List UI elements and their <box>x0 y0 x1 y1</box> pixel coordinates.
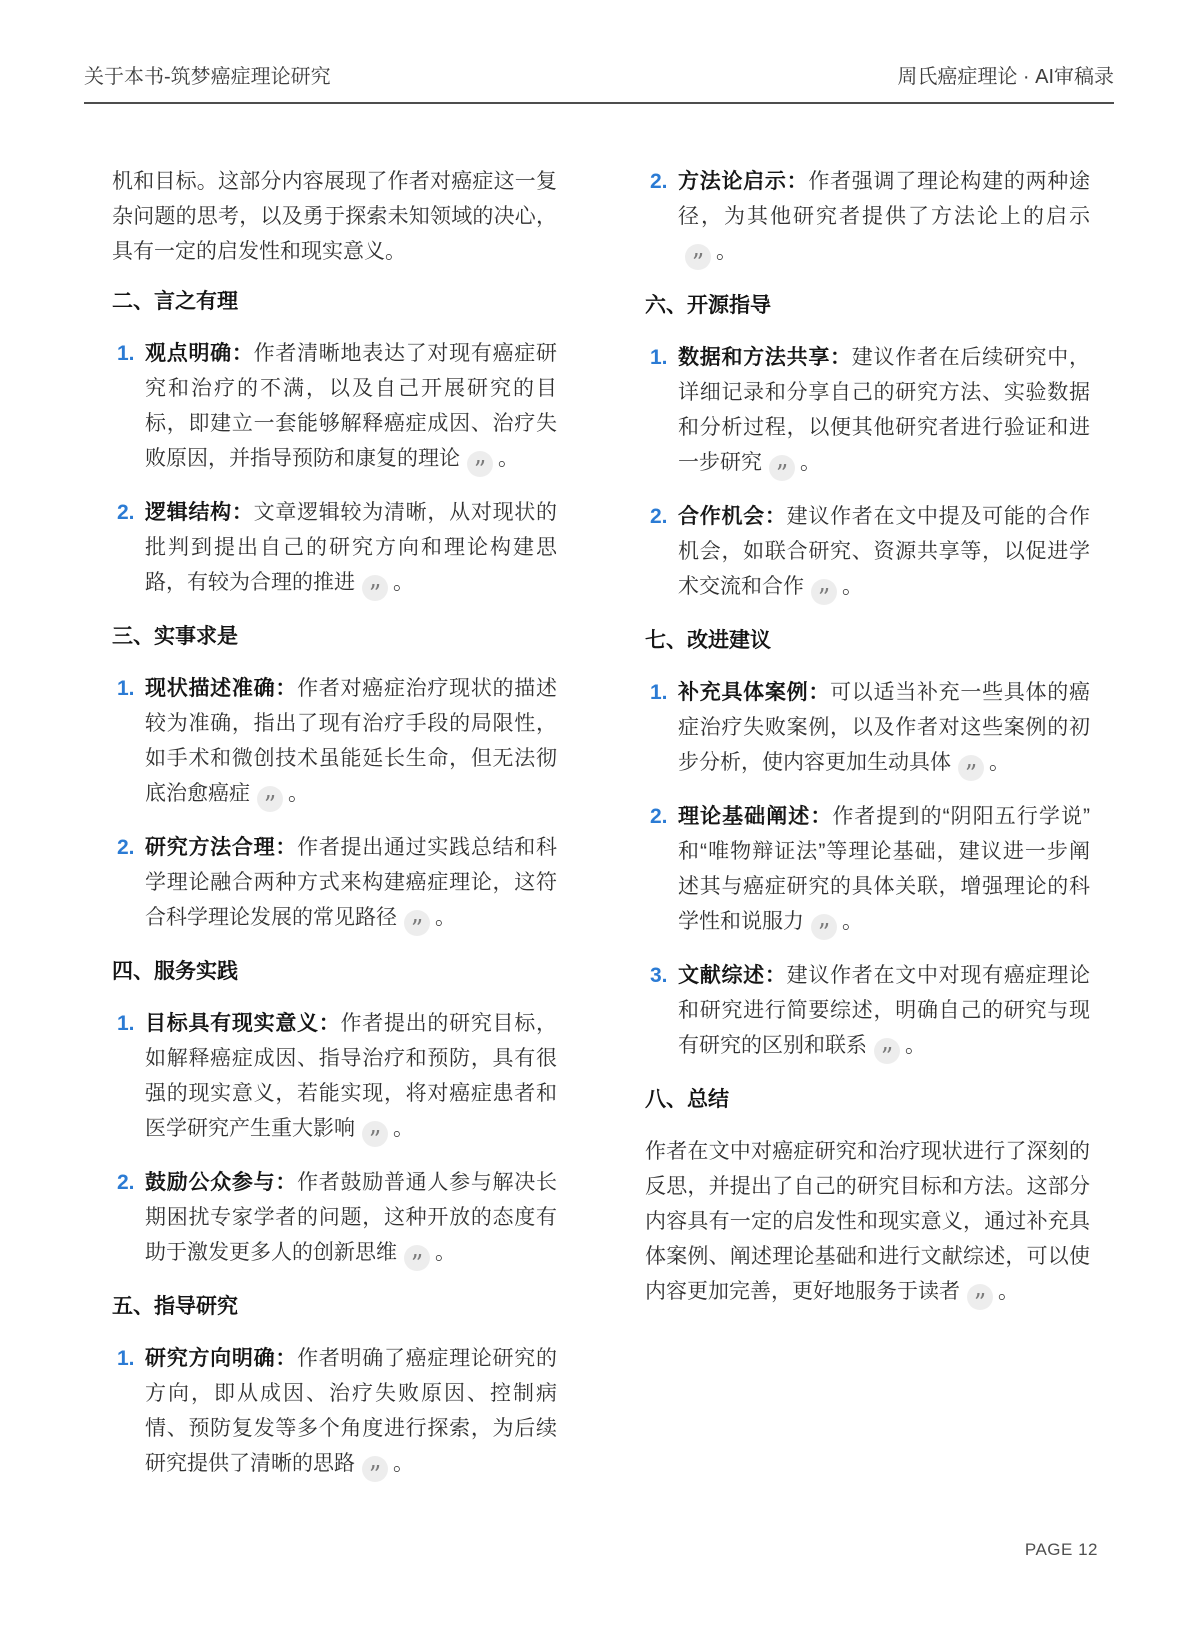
review-item <box>645 499 1090 605</box>
item-number: 2. <box>650 505 668 528</box>
item-label: 合作机会： <box>678 505 787 528</box>
item-suffix: 。 <box>498 447 519 470</box>
item-content <box>678 675 1090 781</box>
item-content <box>145 830 557 936</box>
item-text: 建议作者在文中对现有癌症理论和研究进行简要综述，明确自己的研究与现有研究的区别和联系 <box>678 964 1091 1057</box>
review-item <box>645 675 1090 781</box>
review-item <box>112 671 557 812</box>
item-suffix: 。 <box>435 1241 456 1264</box>
page-header <box>84 64 1114 104</box>
item-number: 2. <box>117 1171 135 1194</box>
item-label: 鼓励公众参与： <box>145 1171 298 1194</box>
item-text: 建议作者在文中提及可能的合作机会，如联合研究、资源共享等，以促进学术交流和合作 <box>678 505 1091 598</box>
quote-icon[interactable] <box>404 1245 430 1271</box>
quote-icon[interactable] <box>811 914 837 940</box>
item-content <box>145 1341 557 1482</box>
review-item <box>645 340 1090 481</box>
item-content <box>678 340 1090 481</box>
quote-glyph: ” <box>691 249 705 270</box>
summary-suffix: 。 <box>998 1280 1019 1303</box>
section-heading-6: 六、开源指导 <box>645 294 771 317</box>
document-body <box>112 164 1090 1500</box>
quote-icon[interactable] <box>685 244 711 270</box>
item-text: 作者鼓励普通人参与解决长期困扰专家学者的问题，这种开放的态度有助于激发更多人的创新思维 <box>145 1171 558 1264</box>
item-content <box>678 799 1090 940</box>
quote-glyph: ” <box>368 580 382 601</box>
item-suffix: 。 <box>288 782 309 805</box>
quote-icon[interactable] <box>967 1284 993 1310</box>
item-label: 目标具有现实意义： <box>145 1012 341 1035</box>
review-item <box>112 336 557 477</box>
item-suffix: 。 <box>393 571 414 594</box>
item-label: 数据和方法共享： <box>678 346 852 369</box>
section-heading-5: 五、指导研究 <box>112 1295 238 1318</box>
item-label: 方法论启示： <box>678 170 809 193</box>
item-label: 逻辑结构： <box>145 501 254 524</box>
item-number: 1. <box>650 346 668 369</box>
review-item <box>645 958 1090 1064</box>
item-number: 1. <box>117 677 135 700</box>
header-right-title: 周氏癌症理论 · AI审稿录 <box>897 66 1114 88</box>
item-suffix: 。 <box>842 575 863 598</box>
item-text: 作者提到的“阴阳五行学说”和“唯物辩证法”等理论基础，建议进一步阐述其与癌症研究的具体关联，增强理论的科学性和说服力 <box>678 805 1090 933</box>
item-label: 补充具体案例： <box>678 681 831 704</box>
quote-glyph: ” <box>263 791 277 812</box>
item-suffix: 。 <box>800 451 821 474</box>
item-content <box>145 495 557 601</box>
item-number: 2. <box>650 805 668 828</box>
quote-glyph: ” <box>973 1289 987 1310</box>
item-content <box>678 958 1090 1064</box>
quote-icon[interactable] <box>257 786 283 812</box>
item-text: 文章逻辑较为清晰，从对现状的批判到提出自己的研究方向和理论构建思路，有较为合理的推进 <box>145 501 558 594</box>
review-item <box>112 1341 557 1482</box>
quote-glyph: ” <box>817 919 831 940</box>
quote-icon[interactable] <box>811 579 837 605</box>
item-label: 观点明确： <box>145 342 254 365</box>
item-number: 1. <box>650 681 668 704</box>
quote-icon[interactable] <box>467 451 493 477</box>
quote-icon[interactable] <box>362 1121 388 1147</box>
item-text: 作者对癌症治疗现状的描述较为准确，指出了现有治疗手段的局限性，如手术和微创技术虽能延长生命，但无法彻底治愈癌症 <box>145 677 558 805</box>
summary-text: 作者在文中对癌症研究和治疗现状进行了深刻的反思，并提出了自己的研究目标和方法。这部分内容具有一定的启发性和现实意义，通过补充具体案例、阐述理论基础和进行文献综述，可以使内容更加完善，更好地服务于读者 <box>645 1140 1090 1303</box>
item-suffix: 。 <box>842 910 863 933</box>
item-suffix: 。 <box>716 240 737 263</box>
item-number: 1. <box>117 1012 135 1035</box>
item-number: 2. <box>650 170 668 193</box>
quote-glyph: ” <box>368 1461 382 1482</box>
item-text: 作者强调了理论构建的两种途径，为其他研究者提供了方法论上的启示 <box>678 170 1091 228</box>
item-text: 作者清晰地表达了对现有癌症研究和治疗的不满，以及自己开展研究的目标，即建立一套能够解释癌症成因、治疗失败原因，并指导预防和康复的理论 <box>145 342 558 470</box>
item-label: 理论基础阐述： <box>678 805 833 828</box>
item-text: 作者提出通过实践总结和科学理论融合两种方式来构建癌症理论，这符合科学理论发展的常见路径 <box>145 836 558 929</box>
item-content <box>145 336 557 477</box>
item-number: 3. <box>650 964 668 987</box>
quote-icon[interactable] <box>958 755 984 781</box>
page-number: PAGE 12 <box>1024 1540 1098 1559</box>
section-heading-3: 三、实事求是 <box>112 625 238 648</box>
right-column <box>645 164 1090 1500</box>
quote-icon[interactable] <box>362 575 388 601</box>
item-suffix: 。 <box>989 751 1010 774</box>
item-text: 建议作者在后续研究中，详细记录和分享自己的研究方法、实验数据和分析过程，以便其他研究者进行验证和进一步研究 <box>678 346 1091 474</box>
item-label: 研究方法合理： <box>145 836 298 859</box>
item-text: 作者提出的研究目标，如解释癌症成因、指导治疗和预防，具有很强的现实意义，若能实现，将对癌症患者和医学研究产生重大影响 <box>145 1012 557 1140</box>
section-heading-7: 七、改进建议 <box>645 629 771 652</box>
item-number: 1. <box>117 1347 135 1370</box>
section-heading-4: 四、服务实践 <box>112 960 238 983</box>
quote-icon[interactable] <box>362 1456 388 1482</box>
quote-icon[interactable] <box>874 1038 900 1064</box>
review-item <box>112 1006 557 1147</box>
quote-glyph: ” <box>880 1043 894 1064</box>
item-content <box>145 1165 557 1271</box>
item-content <box>145 671 557 812</box>
summary-paragraph <box>645 1134 1090 1310</box>
item-suffix: 。 <box>905 1034 926 1057</box>
item-number: 2. <box>117 836 135 859</box>
quote-glyph: ” <box>410 1250 424 1271</box>
review-item <box>112 830 557 936</box>
review-item <box>112 495 557 601</box>
quote-glyph: ” <box>817 584 831 605</box>
header-left-title: 关于本书-筑梦癌症理论研究 <box>84 66 331 88</box>
review-item <box>112 1165 557 1271</box>
review-item <box>645 799 1090 940</box>
section-heading-2: 二、言之有理 <box>112 290 238 313</box>
item-content <box>678 164 1090 270</box>
item-number: 2. <box>117 501 135 524</box>
item-number: 1. <box>117 342 135 365</box>
item-content <box>145 1006 557 1147</box>
quote-glyph: ” <box>410 915 424 936</box>
item-label: 研究方向明确： <box>145 1347 298 1370</box>
section-heading-8: 八、总结 <box>645 1088 729 1111</box>
quote-icon[interactable] <box>404 910 430 936</box>
quote-glyph: ” <box>368 1126 382 1147</box>
item-suffix: 。 <box>435 906 456 929</box>
item-label: 现状描述准确： <box>145 677 298 700</box>
left-column <box>112 164 557 1500</box>
quote-glyph: ” <box>473 456 487 477</box>
item-suffix: 。 <box>393 1452 414 1475</box>
item-suffix: 。 <box>393 1117 414 1140</box>
item-content <box>678 499 1090 605</box>
review-item <box>645 164 1090 270</box>
item-text: 可以适当补充一些具体的癌症治疗失败案例，以及作者对这些案例的初步分析，使内容更加生动具体 <box>678 681 1091 774</box>
quote-glyph: ” <box>964 760 978 781</box>
quote-icon[interactable] <box>769 455 795 481</box>
intro-paragraph: 机和目标。这部分内容展现了作者对癌症这一复杂问题的思考，以及勇于探索未知领域的决心，具有一定的启发性和现实意义。 <box>112 170 557 263</box>
item-label: 文献综述： <box>678 964 787 987</box>
quote-glyph: ” <box>775 460 789 481</box>
item-text: 作者明确了癌症理论研究的方向，即从成因、治疗失败原因、控制病情、预防复发等多个角度进行探索，为后续研究提供了清晰的思路 <box>145 1347 558 1475</box>
